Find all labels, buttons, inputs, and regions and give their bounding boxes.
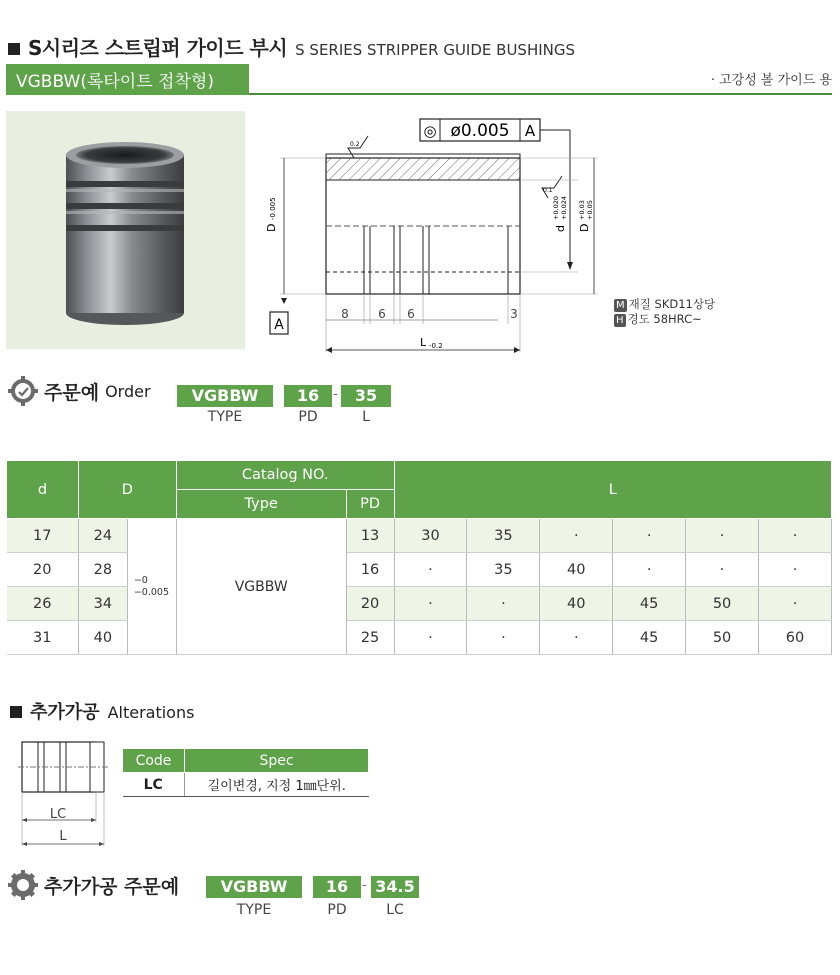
material-badge: M: [616, 300, 625, 311]
order-example-title: [8, 376, 151, 406]
cell-L: ·: [758, 587, 831, 621]
product-name-tab: VGBBW(록타이트 접착형): [6, 64, 249, 95]
cell-L: ·: [394, 621, 467, 655]
header-type: Type: [176, 490, 346, 519]
cell-d: 20: [7, 553, 79, 587]
alt-order-type-caption: TYPE: [236, 902, 272, 918]
tolerance-lower: −0.005: [133, 586, 169, 598]
cell-pd: 20: [346, 587, 394, 621]
alterations-title-ko: 추가가공: [30, 702, 100, 723]
dim-D-right-tol-lower: +0.05: [586, 200, 594, 220]
product-photo: [6, 111, 245, 349]
cell-L: 40: [540, 587, 613, 621]
cell-d: 26: [7, 587, 79, 621]
header-D: D: [78, 461, 176, 519]
alt-order-type-chip: VGBBW: [206, 876, 302, 898]
tolerance-upper: −0: [133, 574, 148, 586]
concentricity-symbol: ◎: [423, 122, 437, 140]
dim-d: d: [554, 225, 567, 232]
alt-spec: 길이변경, 지정 1㎜단위.: [185, 773, 369, 797]
table-row: [7, 519, 832, 553]
cell-L: 30: [394, 519, 467, 553]
alt-header-spec: Spec: [185, 749, 369, 773]
product-subbar: [6, 64, 832, 95]
cell-L: ·: [686, 553, 759, 587]
cell-L: 40: [540, 553, 613, 587]
cell-type: VGBBW: [176, 519, 346, 655]
hardness-text: 경도 58HRC~: [627, 312, 702, 326]
alt-dim-LC: LC: [49, 807, 67, 822]
header-pd: PD: [346, 490, 394, 519]
alterations-title: [10, 698, 194, 724]
order-type-chip: VGBBW: [177, 385, 273, 407]
cell-L: ·: [613, 519, 686, 553]
cell-L: ·: [540, 621, 613, 655]
page-header: [8, 32, 575, 61]
cell-tolerance: [127, 519, 176, 655]
order-label-en: Order: [105, 381, 151, 401]
alterations-drawing: [16, 738, 116, 850]
material-text: 재질 SKD11상당: [628, 297, 716, 311]
dim-D-right-tol-upper: +0.03: [578, 200, 586, 220]
alt-order-title: [8, 870, 179, 900]
alt-order-pd-chip: 16: [313, 876, 361, 898]
tolerance-value: ø0.005: [450, 121, 510, 141]
material-line: [614, 297, 715, 312]
page-title: S시리즈 스트립퍼 가이드 부시: [28, 36, 288, 60]
gear-icon: [8, 870, 38, 900]
dim-groove-2: 6: [378, 307, 386, 321]
dim-D-left: D: [265, 223, 278, 232]
dim-L-tol: -0.2: [429, 342, 443, 350]
surface-finish-1: 0.2: [350, 141, 360, 148]
square-bullet-icon: [8, 43, 20, 55]
cell-L: ·: [394, 553, 467, 587]
cell-L: ·: [613, 553, 686, 587]
cell-L: ·: [686, 519, 759, 553]
alt-order-pd-caption: PD: [327, 902, 347, 918]
cell-D: 34: [78, 587, 127, 621]
hardness-badge: H: [616, 315, 624, 326]
order-pd-caption: PD: [298, 409, 318, 425]
alterations-table: [122, 748, 369, 797]
alt-order-dash: -: [362, 878, 367, 893]
datum-label: A: [274, 317, 284, 333]
header-L: L: [394, 461, 831, 519]
dim-D-right: D: [578, 223, 591, 232]
cell-L: ·: [758, 553, 831, 587]
cell-L: 35: [467, 553, 540, 587]
alt-order-lc-caption: LC: [386, 902, 404, 918]
cell-L: 35: [467, 519, 540, 553]
hardness-line: [614, 312, 715, 327]
cell-L: ·: [540, 519, 613, 553]
cell-d: 31: [7, 621, 79, 655]
alterations-title-en: Alterations: [107, 703, 195, 722]
cell-pd: 25: [346, 621, 394, 655]
order-pd-chip: 16: [284, 385, 332, 407]
dim-end-3: 3: [510, 307, 518, 321]
dim-D-left-tol: -0.005: [269, 197, 277, 220]
square-bullet-icon: [10, 706, 22, 718]
dim-L: L: [420, 336, 427, 349]
alt-order-label: 추가가공 주문예: [44, 875, 180, 898]
cell-D: 40: [78, 621, 127, 655]
cell-L: ·: [758, 519, 831, 553]
dim-d-tol-upper: +0.020: [552, 195, 560, 220]
header-catalog: Catalog NO.: [176, 461, 394, 490]
gear-icon: [8, 376, 38, 406]
alt-dim-L: L: [59, 829, 67, 844]
order-l-caption: L: [362, 409, 370, 425]
cell-D: 28: [78, 553, 127, 587]
cell-L: ·: [467, 621, 540, 655]
table-row: [123, 773, 369, 797]
page-title-en: S SERIES STRIPPER GUIDE BUSHINGS: [295, 41, 576, 59]
order-dash: -: [333, 387, 338, 402]
alt-order-lc-chip: 34.5: [371, 876, 419, 898]
material-legend: [614, 297, 715, 327]
alt-header-code: Code: [123, 749, 185, 773]
order-label: 주문예: [44, 381, 100, 404]
cell-L: 50: [686, 587, 759, 621]
order-type-caption: TYPE: [207, 409, 243, 425]
cell-L: 60: [758, 621, 831, 655]
dim-groove-3: 6: [407, 307, 415, 321]
dim-groove-1: 8: [341, 307, 349, 321]
cell-L: 45: [613, 587, 686, 621]
header-d: d: [7, 461, 79, 519]
surface-finish-2: 0.1: [543, 187, 553, 194]
cell-L: ·: [394, 587, 467, 621]
tolerance-datum: A: [524, 122, 536, 140]
spec-table: [6, 460, 832, 655]
cell-pd: 16: [346, 553, 394, 587]
product-note: · 고강성 볼 가이드 용: [710, 73, 832, 88]
order-l-chip: 35: [341, 385, 391, 407]
alt-code: LC: [123, 773, 185, 797]
cell-pd: 13: [346, 519, 394, 553]
cell-L: ·: [467, 587, 540, 621]
cell-d: 17: [7, 519, 79, 553]
alteration-bushing-drawing: [16, 738, 116, 850]
bushing-photo-icon: [6, 111, 245, 349]
dim-d-tol-lower: +0.024: [560, 195, 568, 220]
cell-L: 50: [686, 621, 759, 655]
cell-L: 45: [613, 621, 686, 655]
cell-D: 24: [78, 519, 127, 553]
